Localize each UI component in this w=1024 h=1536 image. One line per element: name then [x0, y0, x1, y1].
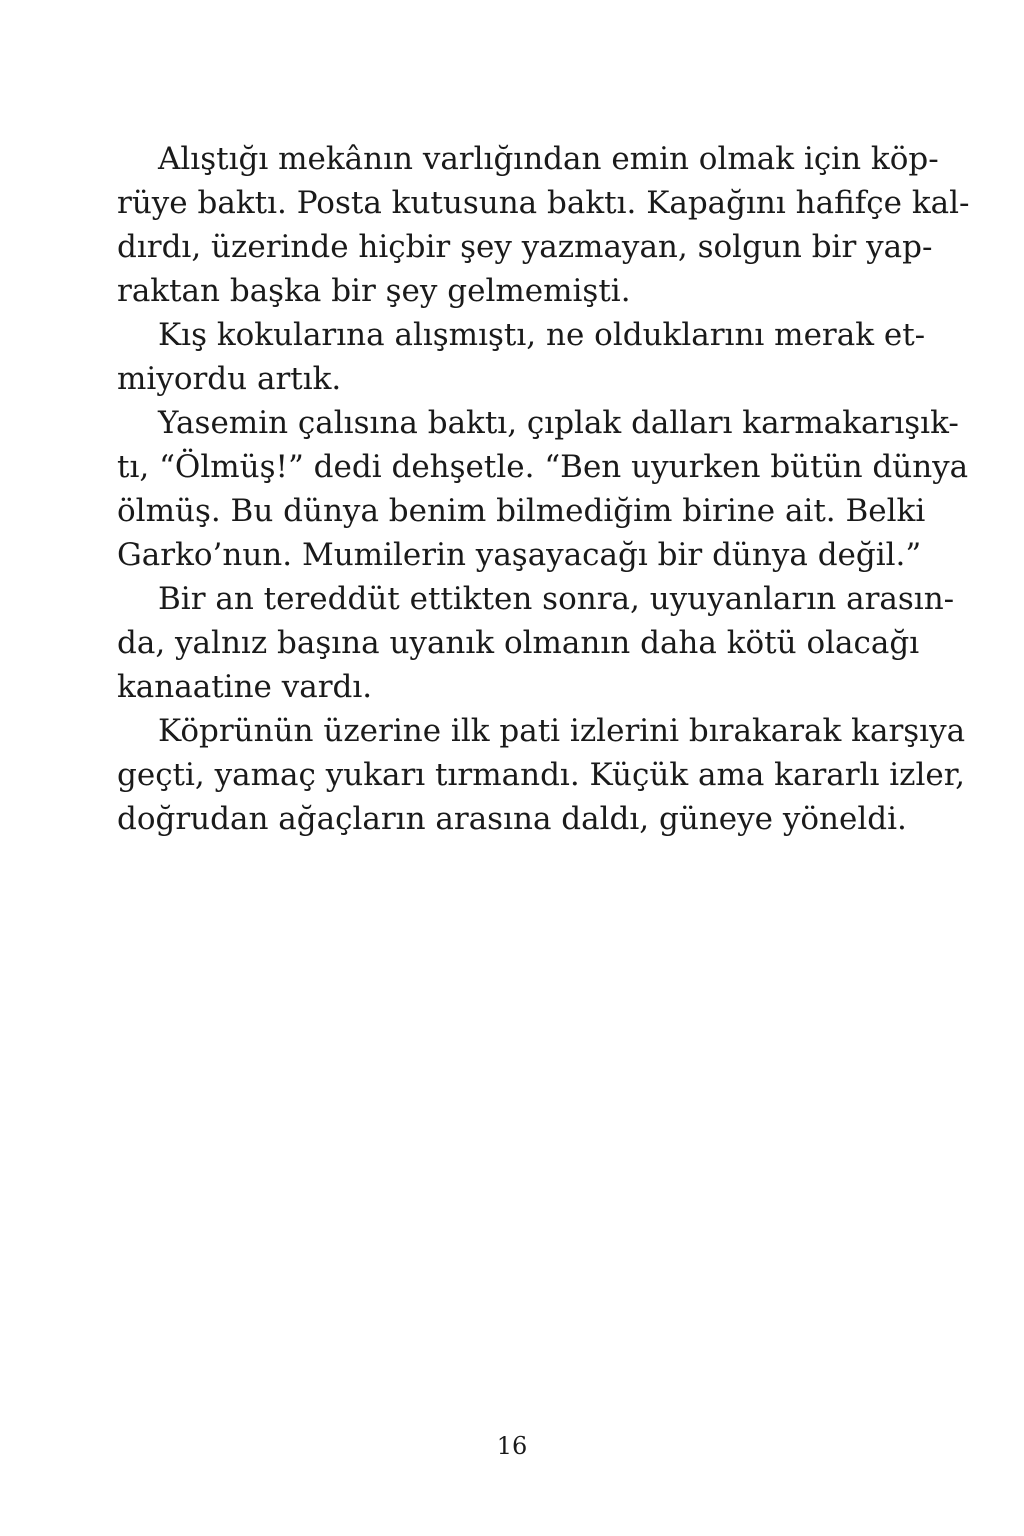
text-line: geçti, yamaç yukarı tırmandı. Küçük ama kararlı izler, — [117, 757, 966, 793]
text-line: raktan başka bir şey gelmemişti. — [117, 273, 631, 309]
text-line: da, yalnız başına uyanık olmanın daha kötü olacağı — [117, 625, 920, 661]
text-line: ölmüş. Bu dünya benim bilmediğim birine ait. Belki — [117, 493, 926, 529]
paragraph — [117, 401, 969, 577]
text-line: doğrudan ağaçların arasına daldı, güneye yöneldi. — [117, 801, 907, 837]
paragraph — [117, 577, 955, 709]
page-number: 16 — [496, 1432, 528, 1460]
text-line: kanaatine vardı. — [117, 669, 373, 705]
body-text — [117, 137, 970, 841]
paragraph — [117, 709, 966, 841]
text-line: rüye baktı. Posta kutusuna baktı. Kapağını hafifçe kal- — [117, 185, 970, 221]
text-line: Köprünün üzerine ilk pati izlerini bırakarak karşıya — [158, 713, 966, 749]
text-line: Garko’nun. Mumilerin yaşayacağı bir dünya değil.” — [117, 537, 922, 573]
text-line: miyordu artık. — [117, 361, 342, 397]
paragraph — [117, 137, 970, 313]
paragraph — [117, 313, 926, 401]
text-line: dırdı, üzerinde hiçbir şey yazmayan, solgun bir yap- — [117, 229, 933, 265]
text-line: tı, “Ölmüş!” dedi dehşetle. “Ben uyurken bütün dünya — [117, 449, 969, 485]
text-line: Kış kokularına alışmıştı, ne olduklarını merak et- — [158, 317, 926, 353]
text-line: Bir an tereddüt ettikten sonra, uyuyanların arasın- — [158, 581, 955, 617]
text-line: Alıştığı mekânın varlığından emin olmak için köp- — [158, 141, 939, 177]
text-line: Yasemin çalısına baktı, çıplak dalları karmakarışık- — [158, 405, 959, 441]
